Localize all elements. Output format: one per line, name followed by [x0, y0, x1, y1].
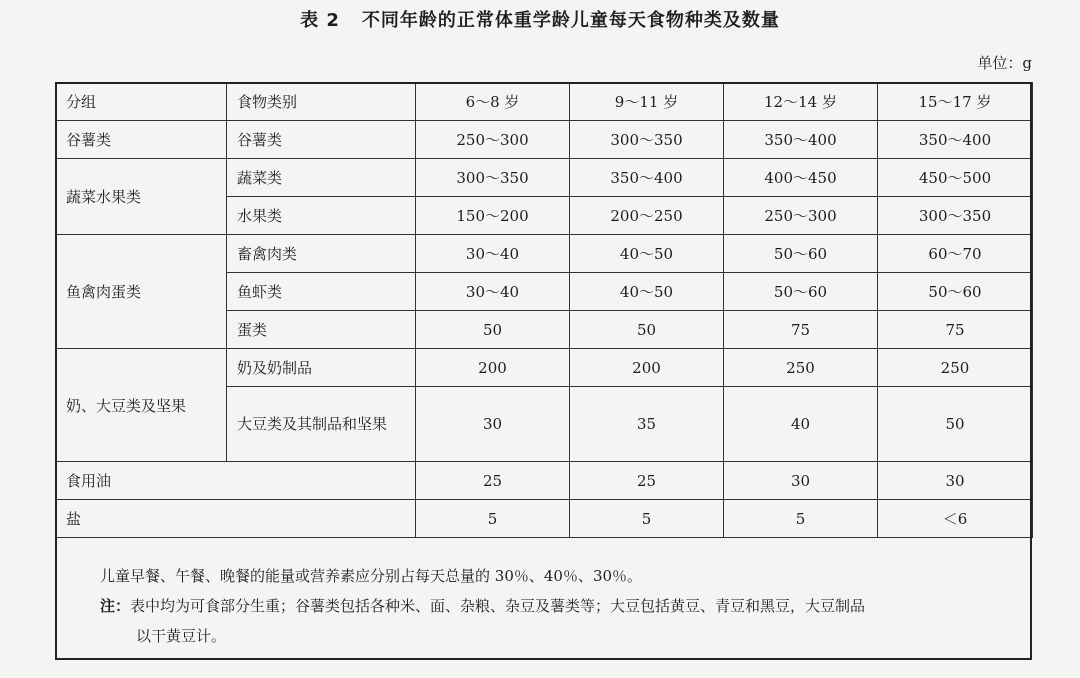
value-cell: 5: [724, 500, 878, 538]
value-cell: 50～60: [724, 235, 878, 273]
value-cell: 50: [416, 311, 570, 349]
value-cell: 5: [570, 500, 724, 538]
value-cell: 200～250: [570, 197, 724, 235]
table-number: 表 2: [300, 10, 340, 31]
value-cell: 50～60: [724, 273, 878, 311]
value-cell: 40: [724, 387, 878, 462]
value-cell: 75: [724, 311, 878, 349]
value-cell: 350～400: [724, 121, 878, 159]
value-cell: 250: [724, 349, 878, 387]
value-cell: 300～350: [416, 159, 570, 197]
value-cell: 40～50: [570, 273, 724, 311]
value-cell: 30: [724, 462, 878, 500]
food-cell: 奶及奶制品: [227, 349, 416, 387]
value-cell: 450～500: [878, 159, 1033, 197]
food-cell: 鱼虾类: [227, 273, 416, 311]
table-border: [55, 82, 1032, 660]
value-cell: 25: [570, 462, 724, 500]
meal-distribution-note: 儿童早餐、午餐、晚餐的能量或营养素应分别占每天总量的 30％、40％、30％。: [100, 567, 643, 585]
group-cell: 奶、大豆类及坚果: [56, 349, 227, 462]
value-cell: 250: [878, 349, 1033, 387]
group-cell: 谷薯类: [56, 121, 227, 159]
footnote-text: 表中均为可食部分生重；谷薯类包括各种米、面、杂粮、杂豆及薯类等；大豆包括黄豆、青豆和黑豆，大豆制品: [130, 597, 866, 615]
food-cell: 谷薯类: [227, 121, 416, 159]
header-age-6-8: 6～8 岁: [416, 83, 570, 121]
footnote-continuation: 以干黄豆计。: [136, 627, 227, 645]
value-cell: 35: [570, 387, 724, 462]
group-cell: 食用油: [56, 462, 416, 500]
value-cell: 50: [570, 311, 724, 349]
value-cell: 30～40: [416, 273, 570, 311]
food-cell: 大豆类及其制品和坚果: [227, 387, 416, 462]
header-age-12-14: 12～14 岁: [724, 83, 878, 121]
value-cell: 50: [878, 387, 1033, 462]
food-cell: 蛋类: [227, 311, 416, 349]
food-cell: 畜禽肉类: [227, 235, 416, 273]
value-cell: 250～300: [724, 197, 878, 235]
group-cell: 鱼禽肉蛋类: [56, 235, 227, 349]
value-cell: 300～350: [570, 121, 724, 159]
group-cell: 蔬菜水果类: [56, 159, 227, 235]
value-cell: 40～50: [570, 235, 724, 273]
header-age-15-17: 15～17 岁: [878, 83, 1033, 121]
value-cell: 5: [416, 500, 570, 538]
group-cell: 盐: [56, 500, 416, 538]
value-cell: 350～400: [570, 159, 724, 197]
note-label: 注：: [100, 597, 131, 615]
unit-label: 单位：g: [977, 54, 1032, 72]
value-cell: 30～40: [416, 235, 570, 273]
value-cell: 350～400: [878, 121, 1033, 159]
food-cell: 水果类: [227, 197, 416, 235]
value-cell: 75: [878, 311, 1033, 349]
table-title: [0, 6, 1080, 32]
value-cell: 25: [416, 462, 570, 500]
food-cell: 蔬菜类: [227, 159, 416, 197]
value-cell: 30: [416, 387, 570, 462]
value-cell: 400～450: [724, 159, 878, 197]
value-cell: 200: [416, 349, 570, 387]
value-cell: 300～350: [878, 197, 1033, 235]
value-cell: 150～200: [416, 197, 570, 235]
header-age-9-11: 9～11 岁: [570, 83, 724, 121]
value-cell: 50～60: [878, 273, 1033, 311]
header-food: 食物类别: [227, 83, 416, 121]
value-cell: ＜6: [878, 500, 1033, 538]
value-cell: 30: [878, 462, 1033, 500]
header-group: 分组: [56, 83, 227, 121]
value-cell: 60～70: [878, 235, 1033, 273]
value-cell: 200: [570, 349, 724, 387]
table-title-text: 不同年龄的正常体重学龄儿童每天食物种类及数量: [361, 10, 780, 31]
value-cell: 250～300: [416, 121, 570, 159]
